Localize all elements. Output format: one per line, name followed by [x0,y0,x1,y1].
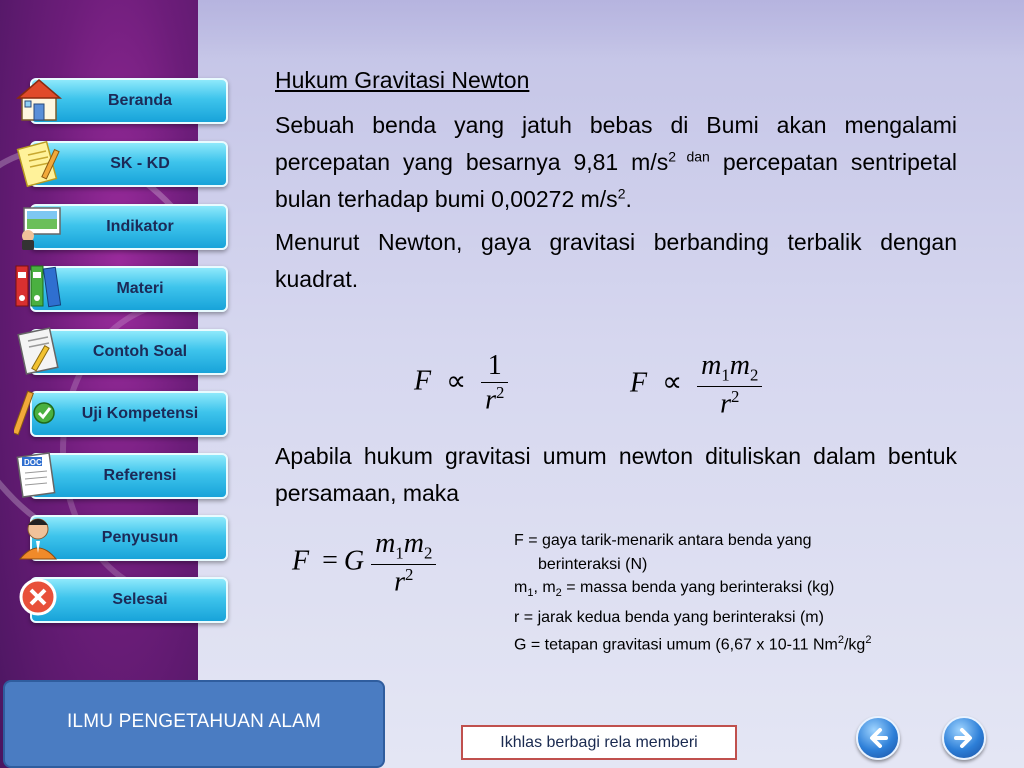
main-content [275,62,957,304]
nav-button-uji-kompetensi[interactable] [30,391,228,437]
formula-proportional-2: F ∝ $\frac{m_1m_2}{r^2}$ [630,350,762,420]
nav-label: Selesai [112,591,168,608]
paragraph-2: Menurut Newton, gaya gravitasi berbanding terbalik dengan kuadrat. [275,229,957,292]
formula-legend [514,529,984,657]
pencil-check-icon [14,387,66,439]
course-title: ILMU PENGETAHUAN ALAM [66,711,322,732]
footer-motto [461,725,737,760]
nav-label: Uji Kompetensi [81,405,199,422]
legend-line: F = gaya tarik-menarik antara benda yang [514,532,812,549]
previous-slide-button[interactable] [856,716,900,760]
legend-line: G = tetapan gravitasi umum (6,67 x 10-11 $Nm^2/kg^2$ [514,634,872,654]
nav-button-penyusun[interactable] [30,515,228,561]
nav-button-indikator[interactable] [30,204,228,250]
notepad-icon [14,137,66,189]
legend-line: berinteraksi (N) [538,555,648,573]
legend-line: r = jarak kedua benda yang berinteraksi (m) [514,608,824,626]
arrow-left-icon [865,725,891,751]
header-band [198,0,1024,60]
doc-file-icon [14,449,66,501]
page-title: Hukum Gravitasi Newton [275,67,530,93]
document-pen-icon [14,325,66,377]
nav-label: Penyusun [101,529,179,546]
nav-label: Referensi [103,467,177,484]
nav-label: Indikator [106,218,174,235]
nav-label: Beranda [107,92,173,109]
arrow-right-icon [951,725,977,751]
footer-motto-text: Ikhlas berbagi rela memberi [500,733,698,751]
presentation-icon [14,200,66,252]
nav-label: SK - KD [110,155,170,172]
course-title-box [3,680,385,768]
nav-button-beranda[interactable] [30,78,228,124]
next-slide-button[interactable] [942,716,986,760]
nav-button-sk-kd[interactable] [30,141,228,187]
paragraph-1: Sebuah benda yang jatuh bebas di Bumi akan mengalami percepatan yang besarnya 9,81 $m/s^2$ $^{dan}$ percepatan sentripetal bulan terhadap bumi 0,00272 $m/s^2$. [275,112,957,212]
formula-proportional-1: F ∝ $\frac{1}{r^2}$ [414,350,508,416]
formula-gravitation: F = G $\frac{m_1m_2}{r^2}$ [292,528,436,598]
nav-button-contoh-soal[interactable] [30,329,228,375]
nav-button-selesai[interactable] [30,577,228,623]
nav-button-materi[interactable] [30,266,228,312]
home-icon [14,74,66,126]
person-icon [14,511,66,563]
legend-line: $m_1$, $m_2$ = massa benda yang berinteraksi (kg) [514,579,835,600]
svg-text:DOC: DOC [24,458,42,467]
paragraph-3: Apabila hukum gravitasi umum newton dituliskan dalam bentuk persamaan, maka [275,443,957,506]
binders-icon [14,262,66,314]
nav-label: Materi [116,280,164,297]
close-icon [14,573,66,625]
nav-label: Contoh Soal [92,343,188,360]
main-content-lower [275,438,957,518]
nav-button-referensi[interactable] [24,453,228,499]
